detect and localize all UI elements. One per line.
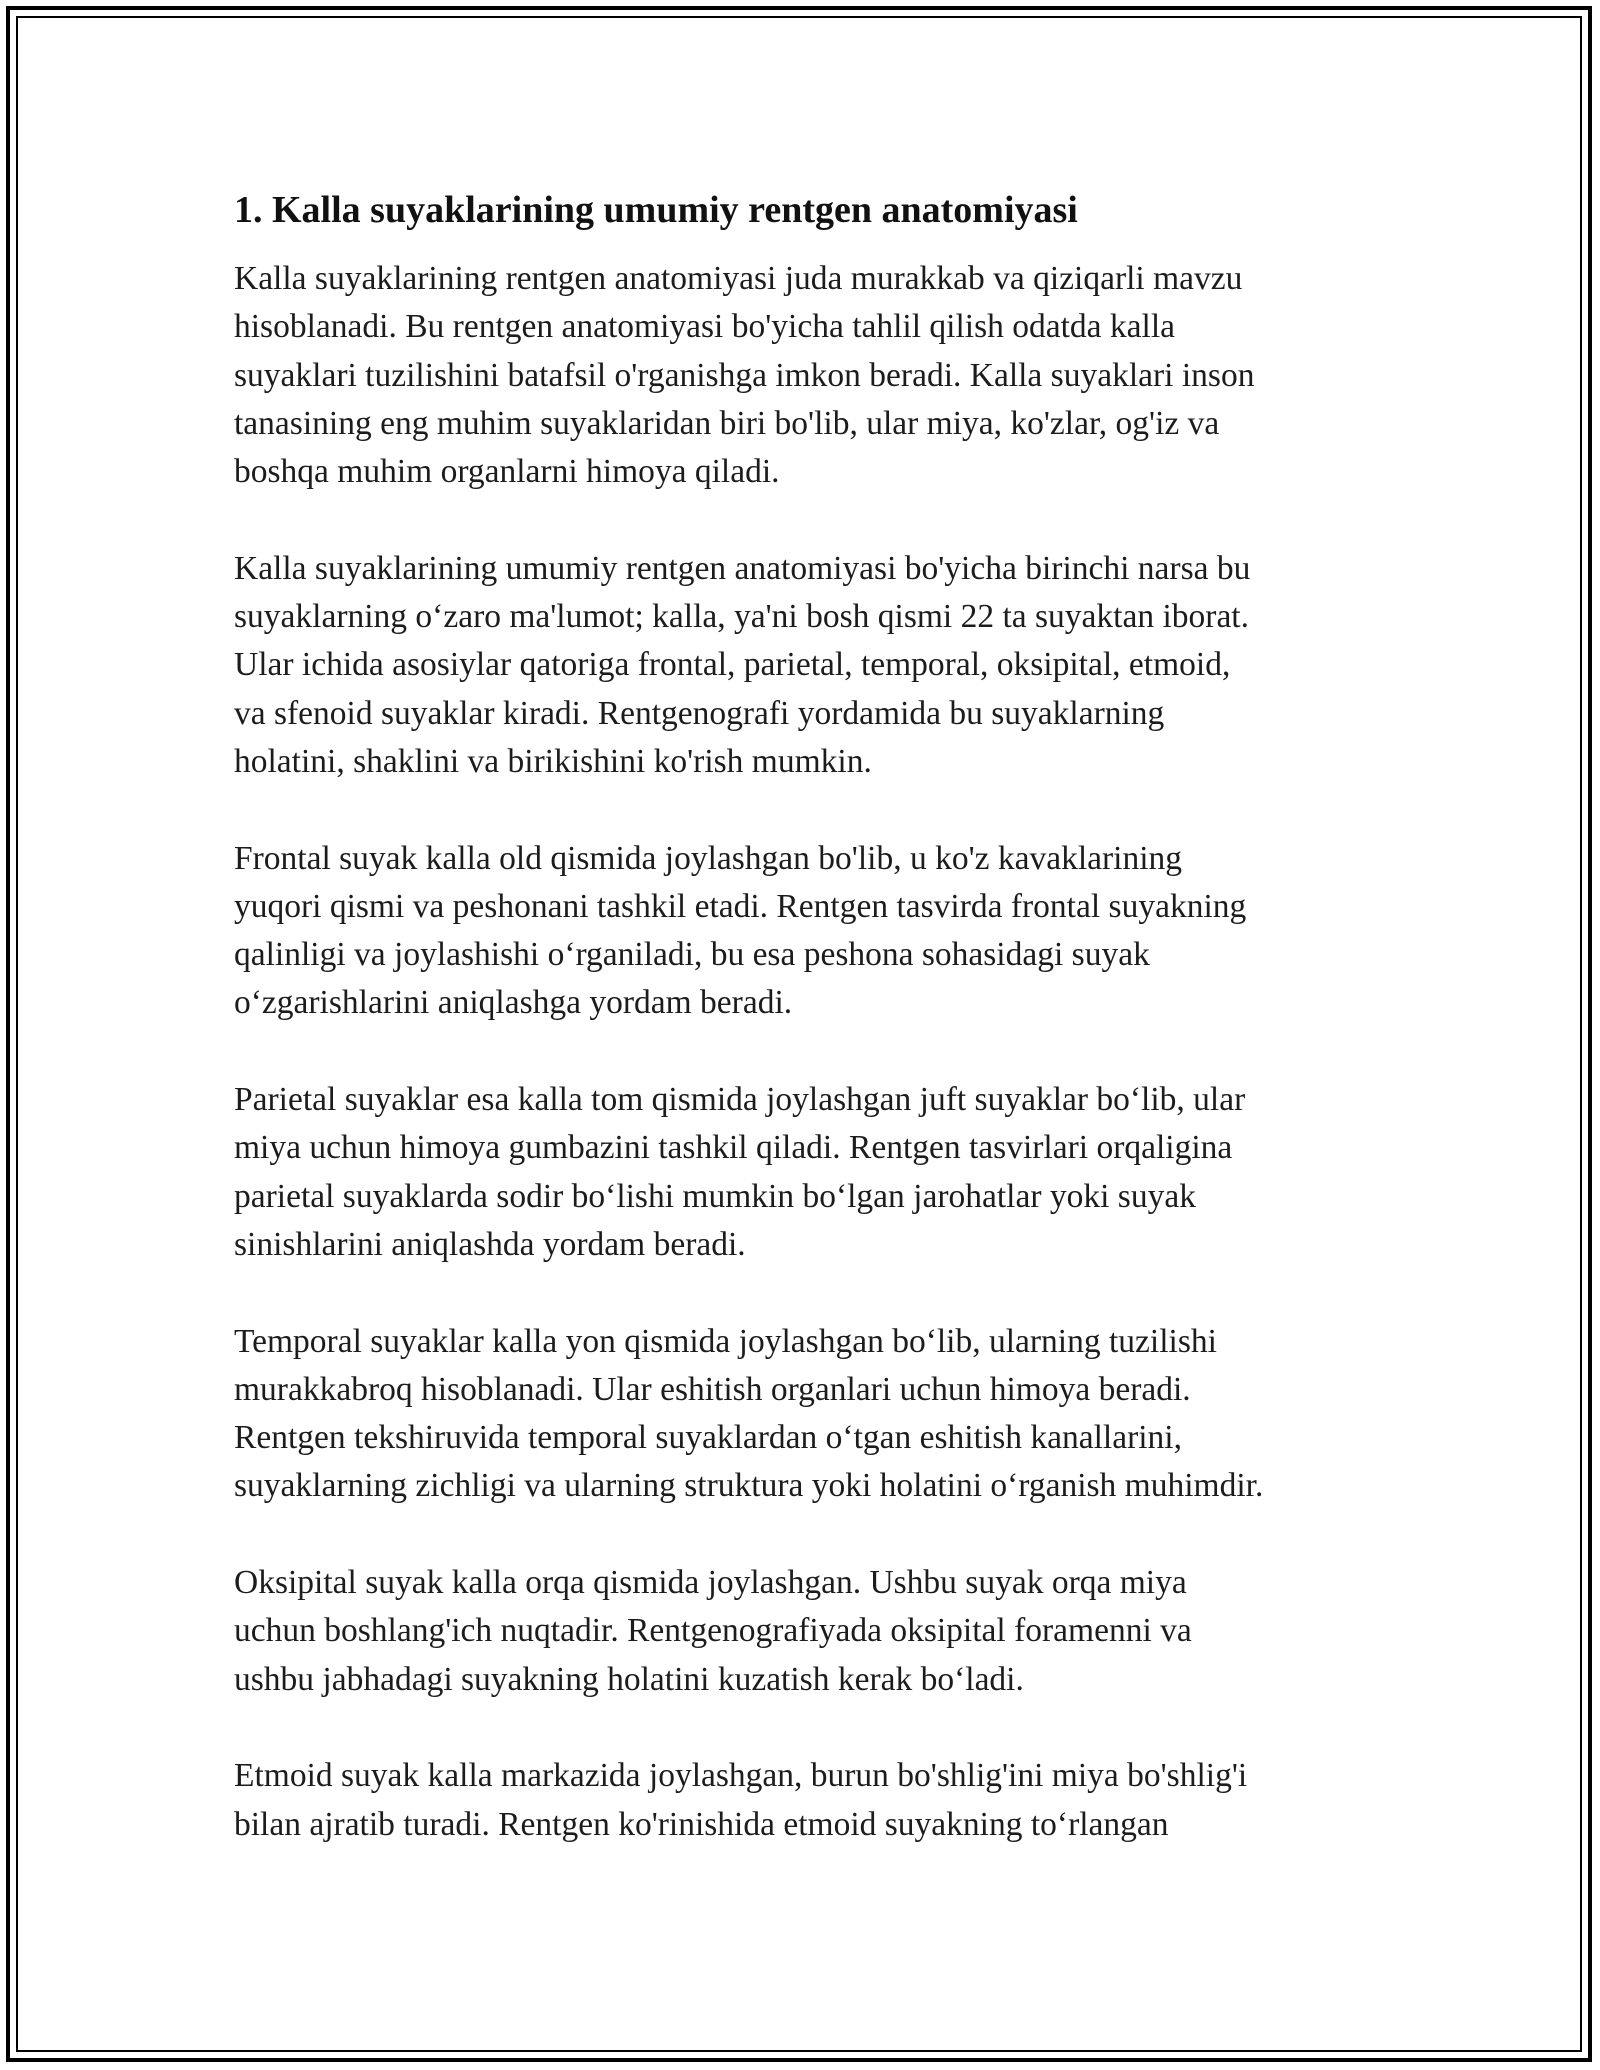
text-line: Kalla suyaklarining rentgen anatomiyasi juda murakkab va qiziqarli mavzu xyxy=(234,260,1243,297)
text-line: Parietal suyaklar esa kalla tom qismida joylashgan juft suyaklar bo‘lib, ular xyxy=(234,1081,1246,1119)
paragraph-7 xyxy=(234,1752,1374,1849)
paragraph-2 xyxy=(234,545,1374,786)
text-line: parietal suyaklarda sodir bo‘lishi mumkin bo‘lgan jarohatlar yoki suyak xyxy=(234,1177,1196,1215)
text-line: ushbu jabhadagi suyakning holatini kuzatish kerak bo‘ladi. xyxy=(234,1660,1024,1698)
text-line: suyaklari tuzilishini batafsil o'rganishga imkon beradi. Kalla suyaklari inson xyxy=(234,356,1255,394)
text-line: miya uchun himoya gumbazini tashkil qiladi. Rentgen tasvirlari orqaligina xyxy=(234,1129,1233,1167)
text-line: va sfenoid suyaklar kiradi. Rentgenografi yordamida bu suyaklarning xyxy=(234,694,1165,732)
text-line: o‘zgarishlarini aniqlashga yordam beradi. xyxy=(234,984,793,1022)
text-line: Ular ichida asosiylar qatoriga frontal, parietal, temporal, oksipital, etmoid, xyxy=(234,646,1231,684)
paragraph-6 xyxy=(234,1559,1374,1704)
text-line: Etmoid suyak kalla markazida joylashgan, burun bo'shlig'ini miya bo'shlig'i xyxy=(234,1757,1248,1795)
text-line: sinishlarini aniqlashda yordam beradi. xyxy=(234,1225,746,1263)
text-line: tanasining eng muhim suyaklaridan biri bo'lib, ular miya, ko'zlar, og'iz va xyxy=(234,404,1220,442)
document-body xyxy=(234,186,1374,1897)
text-line: Kalla suyaklarining umumiy rentgen anatomiyasi bo'yicha birinchi narsa bu xyxy=(234,549,1251,587)
paragraph-5 xyxy=(234,1318,1374,1511)
text-line: murakkabroq hisoblanadi. Ular eshitish organlari uchun himoya beradi. xyxy=(234,1370,1191,1408)
text-line: hisoblanadi. Bu rentgen anatomiyasi bo'yicha tahlil qilish odatda kalla xyxy=(234,308,1176,346)
text-line: bilan ajratib turadi. Rentgen ko'rinishida etmoid suyakning to‘rlangan xyxy=(234,1805,1169,1843)
text-line: Oksipital suyak kalla orqa qismida joylashgan. Ushbu suyak orqa miya xyxy=(234,1564,1187,1602)
text-line: suyaklarning zichligi va ularning struktura yoki holatini o‘rganish muhimdir. xyxy=(234,1467,1264,1505)
text-line: Frontal suyak kalla old qismida joylashgan bo'lib, u ko'z kavaklarining xyxy=(234,839,1183,877)
text-line: boshqa muhim organlarni himoya qiladi. xyxy=(234,453,780,491)
text-line: suyaklarning o‘zaro ma'lumot; kalla, ya'ni bosh qismi 22 ta suyaktan iborat. xyxy=(234,598,1249,636)
text-line: Rentgen tekshiruvida temporal suyaklardan o‘tgan eshitish kanallarini, xyxy=(234,1419,1182,1457)
text-line: yuqori qismi va peshonani tashkil etadi. Rentgen tasvirda frontal suyakning xyxy=(234,887,1247,925)
paragraph-3 xyxy=(234,835,1374,1028)
text-line: Temporal suyaklar kalla yon qismida joylashgan bo‘lib, ularning tuzilishi xyxy=(234,1322,1217,1360)
paragraph-4 xyxy=(234,1076,1374,1269)
text-line: uchun boshlang'ich nuqtadir. Rentgenografiyada oksipital foramenni va xyxy=(234,1612,1192,1650)
section-heading: 1. Kalla suyaklarining umumiy rentgen anatomiyasi xyxy=(234,189,1078,231)
paragraph-1 xyxy=(234,255,1374,496)
text-line: holatini, shaklini va birikishini ko'rish mumkin. xyxy=(234,742,872,780)
text-line: qalinligi va joylashishi o‘rganiladi, bu esa peshona sohasidagi suyak xyxy=(234,936,1150,974)
